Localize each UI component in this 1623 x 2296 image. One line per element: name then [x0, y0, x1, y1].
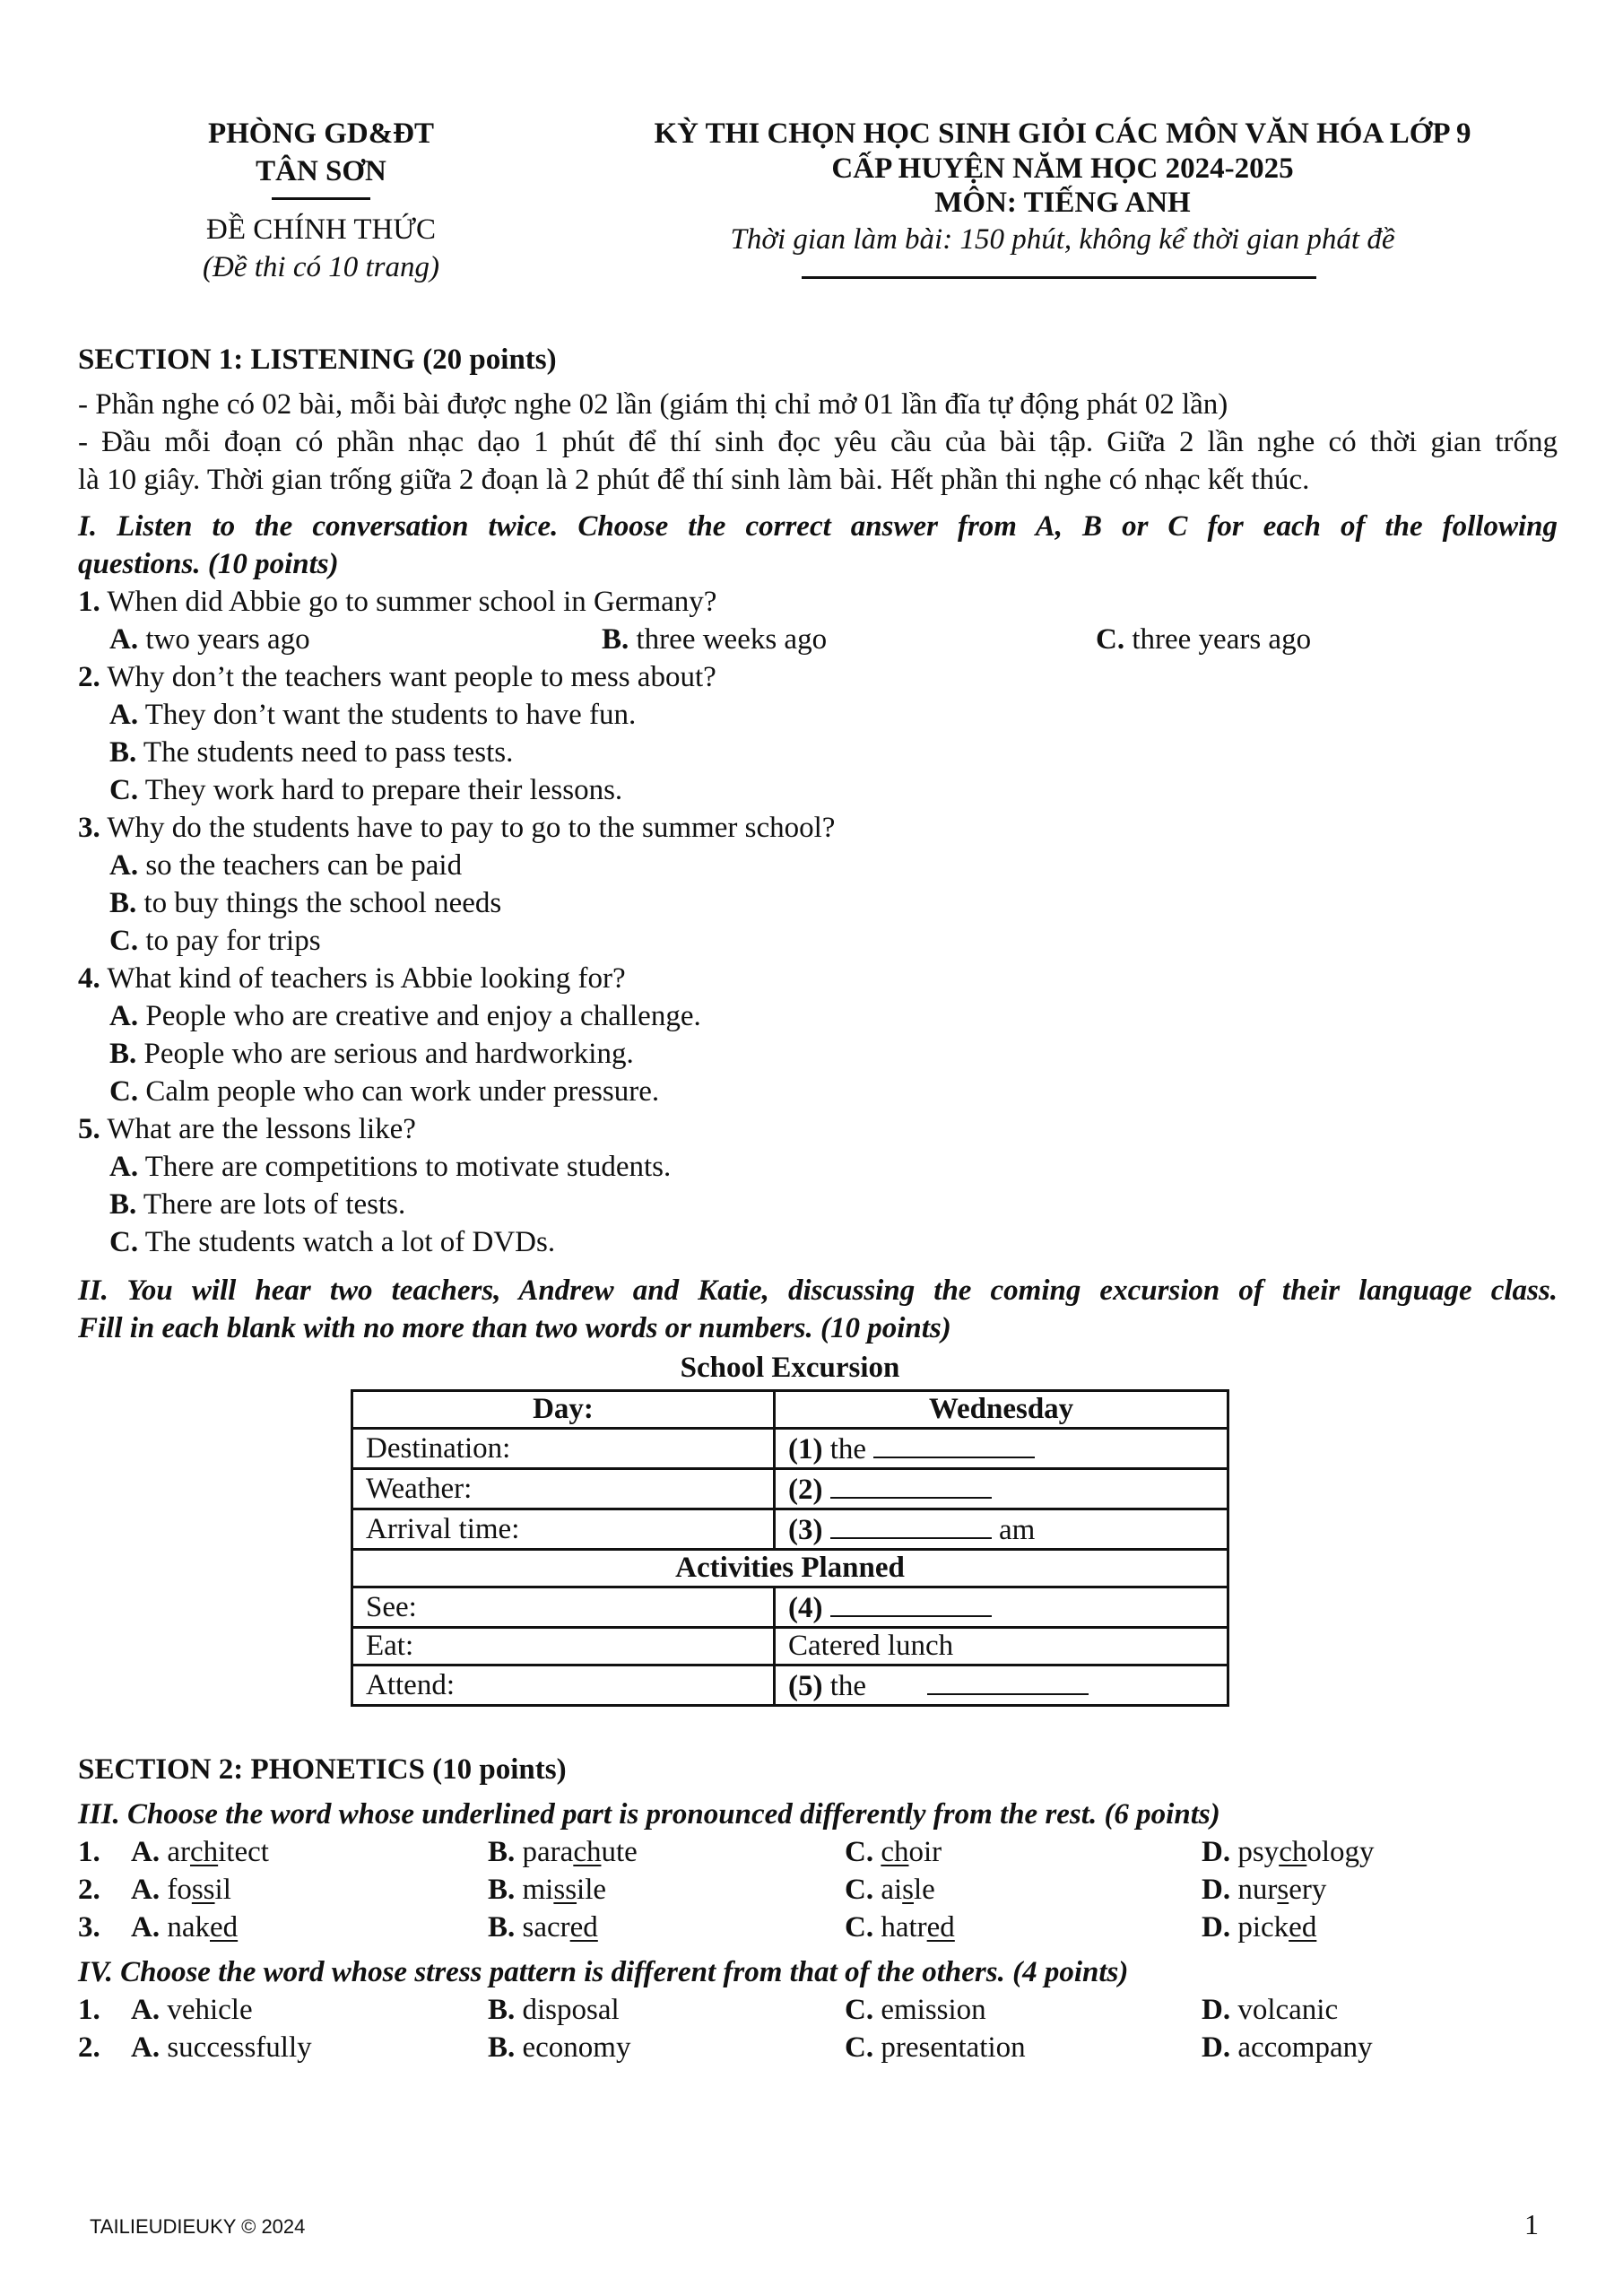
- option-c[interactable]: C. The students watch a lot of DVDs.: [109, 1226, 556, 1258]
- option-d[interactable]: D. nursery: [1202, 1874, 1327, 1906]
- blank-cell-5[interactable]: (5) the: [775, 1665, 1228, 1706]
- instruction-line: - Đầu mỗi đoạn có phần nhạc dạo 1 phút để thí sinh đọc yêu cầu của bài tập. Giữa 2 lần nghe có thời gian trống: [78, 426, 1558, 458]
- option-a[interactable]: A. two years ago: [109, 623, 310, 656]
- header-left: [160, 115, 482, 286]
- table-cell: Arrival time:: [352, 1509, 775, 1550]
- question-2: [78, 658, 716, 696]
- exam-title: KỲ THI CHỌN HỌC SINH GIỎI CÁC MÔN VĂN HÓA LỚP 9: [654, 117, 1471, 150]
- option-a[interactable]: A. naked: [131, 1911, 239, 1944]
- table-subheader: Activities Planned: [352, 1550, 1228, 1587]
- table-row: [352, 1665, 1228, 1706]
- part4-heading: IV. Choose the word whose stress pattern is different from that of the others. (4 points): [78, 1956, 1129, 1988]
- part1-heading: I. Listen to the conversation twice. Choose the correct answer from A, B or C for each of the following: [78, 510, 1558, 543]
- question-number: 1.: [78, 586, 100, 618]
- option-b[interactable]: B. disposal: [488, 1994, 620, 2026]
- table-cell: Attend:: [352, 1665, 775, 1706]
- header-divider: [272, 197, 370, 200]
- option-b[interactable]: B. sacred: [488, 1911, 598, 1944]
- pages-note: (Đề thi có 10 trang): [203, 251, 439, 283]
- table-cell: See:: [352, 1587, 775, 1628]
- answer-blank-1[interactable]: [873, 1430, 1035, 1458]
- option-b[interactable]: B. three weeks ago: [602, 623, 828, 656]
- question-number: 3.: [78, 812, 100, 844]
- option-c[interactable]: C. aisle: [845, 1874, 935, 1906]
- page-number: 1: [1524, 2208, 1539, 2240]
- option-c[interactable]: C. emission: [845, 1994, 986, 2026]
- department-name: PHÒNG GD&ĐT: [207, 117, 435, 150]
- option-b[interactable]: B. missile: [488, 1874, 607, 1906]
- question-3: [78, 809, 835, 847]
- option-d[interactable]: D. psychology: [1202, 1836, 1375, 1868]
- row-number: 1.: [78, 1994, 100, 2026]
- part3-heading: III. Choose the word whose underlined part is pronounced differently from the rest. (6 points): [78, 1798, 1220, 1831]
- official-status: ĐỀ CHÍNH THỨC: [206, 213, 436, 246]
- excursion-table: [351, 1389, 1229, 1707]
- time-note-underline: [802, 276, 1316, 279]
- row-number: 2.: [78, 2031, 100, 2064]
- question-text: Why don’t the teachers want people to mess about?: [107, 661, 716, 693]
- blank-cell-3[interactable]: (3) am: [775, 1509, 1228, 1550]
- section1-title: SECTION 1: LISTENING (20 points): [78, 344, 557, 376]
- table-row: [352, 1391, 1228, 1429]
- question-number: 2.: [78, 661, 100, 693]
- table-row: [352, 1628, 1228, 1665]
- option-a[interactable]: A. so the teachers can be paid: [109, 849, 463, 882]
- question-text: Why do the students have to pay to go to the summer school?: [107, 812, 836, 844]
- header-right: [574, 115, 1551, 258]
- time-note: Thời gian làm bài: 150 phút, không kể thời gian phát đề: [730, 223, 1395, 256]
- option-b[interactable]: B. The students need to pass tests.: [109, 736, 514, 769]
- option-c[interactable]: C. to pay for trips: [109, 925, 321, 957]
- option-d[interactable]: D. accompany: [1202, 2031, 1373, 2064]
- option-a[interactable]: A. They don’t want the students to have fun.: [109, 699, 637, 731]
- district-name: TÂN SƠN: [256, 155, 386, 187]
- table-cell: Catered lunch: [775, 1628, 1228, 1665]
- blank-cell-2[interactable]: (2): [775, 1469, 1228, 1509]
- question-text: What are the lessons like?: [107, 1113, 416, 1145]
- question-text: When did Abbie go to summer school in Germany?: [107, 586, 717, 618]
- option-c[interactable]: C. Calm people who can work under pressure.: [109, 1075, 660, 1108]
- option-c[interactable]: C. presentation: [845, 2031, 1026, 2064]
- option-b[interactable]: B. There are lots of tests.: [109, 1188, 406, 1221]
- option-a[interactable]: A. vehicle: [131, 1994, 253, 2026]
- exam-subject: MÔN: TIẾNG ANH: [934, 187, 1191, 219]
- option-a[interactable]: A. People who are creative and enjoy a challenge.: [109, 1000, 701, 1032]
- option-c[interactable]: C. hatred: [845, 1911, 955, 1944]
- option-c[interactable]: C. They work hard to prepare their lessons.: [109, 774, 623, 806]
- instruction-line: - Phần nghe có 02 bài, mỗi bài được nghe 02 lần (giám thị chỉ mở 01 lần đĩa tự động phát 02 lần): [78, 388, 1228, 421]
- option-d[interactable]: D. picked: [1202, 1911, 1317, 1944]
- table-row: [352, 1509, 1228, 1550]
- part2-heading: II. You will hear two teachers, Andrew and Katie, discussing the coming excursion of their language class.: [78, 1274, 1558, 1307]
- answer-blank-4[interactable]: [830, 1588, 992, 1617]
- part1-heading-cont: questions. (10 points): [78, 548, 339, 580]
- part2-heading-cont: Fill in each blank with no more than two words or numbers. (10 points): [78, 1312, 951, 1344]
- option-a[interactable]: A. architect: [131, 1836, 269, 1868]
- blank-cell-4[interactable]: (4): [775, 1587, 1228, 1628]
- option-a[interactable]: A. successfully: [131, 2031, 312, 2064]
- question-number: 4.: [78, 962, 100, 995]
- table-row: [352, 1469, 1228, 1509]
- option-b[interactable]: B. economy: [488, 2031, 631, 2064]
- option-b[interactable]: B. parachute: [488, 1836, 638, 1868]
- option-a[interactable]: A. fossil: [131, 1874, 231, 1906]
- question-number: 5.: [78, 1113, 100, 1145]
- table-cell: Destination:: [352, 1429, 775, 1469]
- row-number: 1.: [78, 1836, 100, 1868]
- exam-level-year: CẤP HUYỆN NĂM HỌC 2024-2025: [831, 152, 1294, 185]
- row-number: 3.: [78, 1911, 100, 1944]
- table-cell: Eat:: [352, 1628, 775, 1665]
- table-cell: Weather:: [352, 1469, 775, 1509]
- option-c[interactable]: C. choir: [845, 1836, 942, 1868]
- question-5: [78, 1110, 416, 1148]
- question-4: [78, 960, 626, 997]
- question-text: What kind of teachers is Abbie looking for?: [107, 962, 626, 995]
- section2-title: SECTION 2: PHONETICS (10 points): [78, 1753, 567, 1786]
- row-number: 2.: [78, 1874, 100, 1906]
- table-row: [352, 1429, 1228, 1469]
- table-cell: Day:: [352, 1391, 775, 1429]
- table-title: School Excursion: [680, 1352, 900, 1384]
- table-row: [352, 1587, 1228, 1628]
- option-b[interactable]: B. People who are serious and hardworking.: [109, 1038, 634, 1070]
- table-cell: Wednesday: [775, 1391, 1228, 1429]
- answer-blank-3[interactable]: [830, 1510, 992, 1539]
- table-row: [352, 1550, 1228, 1587]
- option-c[interactable]: C. three years ago: [1096, 623, 1312, 656]
- option-b[interactable]: B. to buy things the school needs: [109, 887, 502, 919]
- option-a[interactable]: A. There are competitions to motivate students.: [109, 1151, 672, 1183]
- answer-blank-2[interactable]: [830, 1470, 992, 1499]
- question-1: [78, 583, 716, 621]
- answer-blank-5[interactable]: [927, 1666, 1089, 1695]
- footer-copyright: TAILIEUDIEUKY © 2024: [90, 2215, 306, 2238]
- blank-cell-1[interactable]: (1) the: [775, 1429, 1228, 1469]
- option-d[interactable]: D. volcanic: [1202, 1994, 1339, 2026]
- instruction-line: là 10 giây. Thời gian trống giữa 2 đoạn là 2 phút để thí sinh làm bài. Hết phần thi nghe có nhạc kết thúc.: [78, 464, 1310, 496]
